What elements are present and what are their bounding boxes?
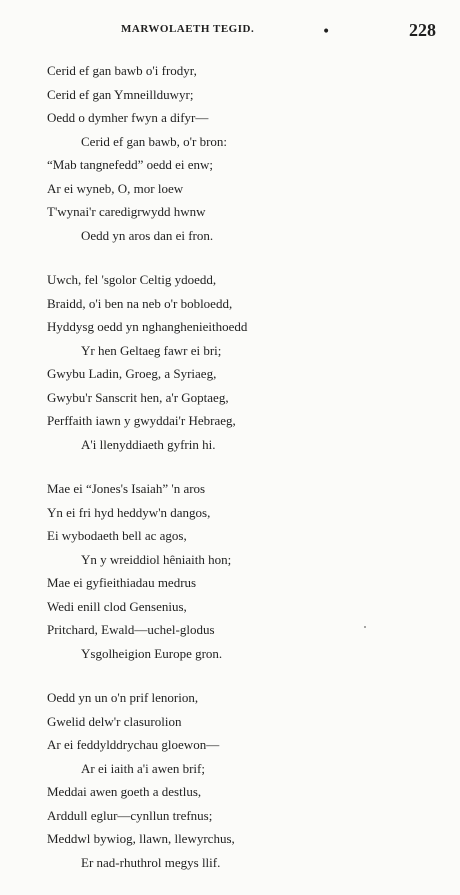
poem-line: Yn ei fri hyd heddyw'n dangos, [47, 504, 211, 520]
poem-line: Cerid ef gan bawb o'i frodyr, [47, 63, 197, 78]
poem-line: Mae ei “Jones's Isaiah” 'n aros [47, 481, 206, 496]
poem-line: Gwelid delw'r clasurolion [47, 713, 182, 729]
page-number: 228 [409, 20, 436, 40]
poem-line: Yr hen Geltaeg fawr ei bri; [81, 342, 222, 358]
running-title: MARWOLAETH TEGID. [121, 23, 255, 35]
poem-line: Oedd yn un o'n prif lenorion, [47, 690, 199, 705]
poem-line: “Mab tangnefedd” oedd ei enw; [47, 157, 214, 172]
header-dot: • [322, 24, 331, 40]
poem-line: Cerid ef gan Ymneillduwyr; [47, 86, 194, 102]
page-speck [364, 626, 366, 628]
poem-line: Oedd yn aros dan ei fron. [81, 227, 214, 243]
poem-line: Er nad-rhuthrol megys llif. [81, 854, 221, 870]
poem-line: Arddull eglur—cynllun trefnus; [47, 807, 213, 823]
poem-line: T'wynai'r caredigrwydd hwnw [47, 204, 206, 219]
poem-line: Ar ei feddylddrychau gloewon— [47, 737, 220, 752]
poem-line: Meddwl bywiog, llawn, llewyrchus, [47, 831, 235, 846]
poem-line: Ar ei wyneb, O, mor loew [47, 180, 184, 196]
poem-line: Meddai awen goeth a destlus, [47, 784, 202, 799]
poem-line: Wedi enill clod Gensenius, [47, 598, 187, 614]
stanza-1 [47, 59, 447, 247]
stanza-3 [47, 477, 447, 665]
poem-line: Hyddysg oedd yn nghanghenieithoedd [47, 319, 248, 334]
poem-line: Perffaith iawn y gwyddai'r Hebraeg, [47, 413, 236, 428]
poem-line: Oedd o dymher fwyn a difyr— [47, 110, 209, 125]
poem-line: Uwch, fel 'sgolor Celtig ydoedd, [47, 272, 217, 287]
stanza-2 [47, 268, 447, 456]
poem-line: Yn y wreiddiol hêniaith hon; [81, 551, 232, 567]
poem-line: Gwybu Ladin, Groeg, a Syriaeg, [47, 366, 217, 381]
poem-line: Mae ei gyfieithiadau medrus [47, 575, 197, 590]
poem-line: Cerid ef gan bawb, o'r bron: [81, 133, 228, 149]
poem-line: Ar ei iaith a'i awen brif; [81, 760, 205, 776]
poem-line: A'i llenyddiaeth gyfrin hi. [81, 436, 216, 452]
poem-line: Pritchard, Ewald—uchel-glodus [47, 622, 215, 637]
poem-line: Ysgolheigion Europe gron. [81, 645, 223, 661]
poem-line: Gwybu'r Sanscrit hen, a'r Goptaeg, [47, 389, 229, 405]
stanza-4 [47, 686, 447, 874]
poem-line: Ei wybodaeth bell ac agos, [47, 528, 187, 543]
poem-line: Braidd, o'i ben na neb o'r bobloedd, [47, 295, 233, 311]
poem [47, 59, 447, 895]
running-head [0, 20, 460, 44]
